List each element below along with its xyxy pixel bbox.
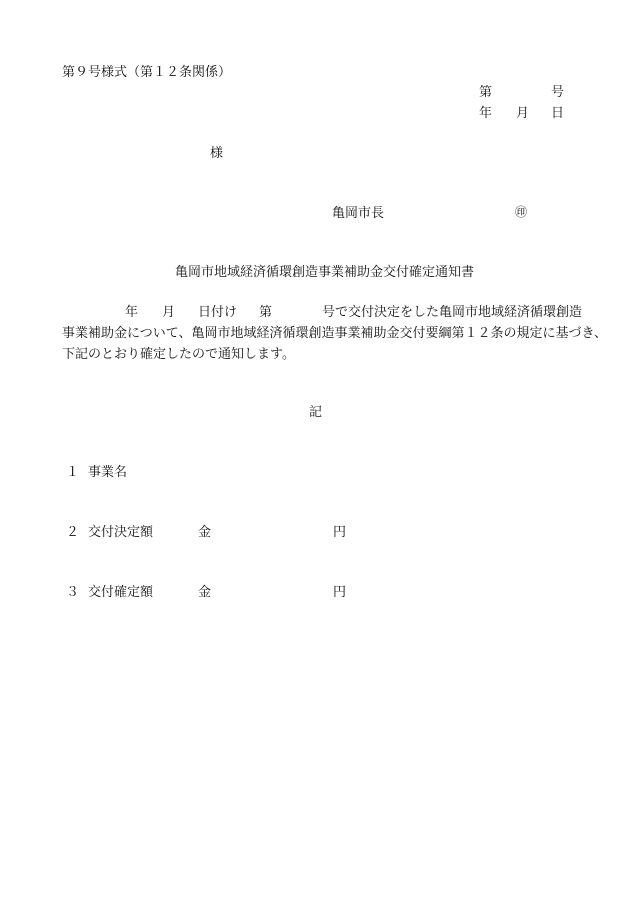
issuer-name: 亀岡市長 <box>332 206 385 221</box>
body-date-month: 月 <box>162 305 176 320</box>
document-title: 亀岡市地域経済循環創造事業補助金交付確定通知書 <box>175 265 475 280</box>
date-month-label: 月 <box>516 106 530 121</box>
body-line-3: 下記のとおり確定したので通知します。 <box>62 347 295 362</box>
item-label-decision-amount: 交付決定額 <box>88 525 154 540</box>
body-line-1-rest: 号で交付決定をした亀岡市地域経済循環創造 <box>322 305 583 320</box>
currency-suffix: 円 <box>333 525 347 540</box>
ki-heading: 記 <box>309 405 323 420</box>
item-label-confirmed-amount: 交付確定額 <box>88 585 154 600</box>
body-number-prefix: 第 <box>259 305 273 320</box>
date-year-label: 年 <box>479 106 493 121</box>
currency-prefix: 金 <box>198 585 212 600</box>
form-label: 第９号様式（第１２条関係） <box>62 65 232 80</box>
date-day-label: 日 <box>551 106 565 121</box>
seal-mark: ㊞ <box>515 205 528 219</box>
addressee-honorific: 様 <box>210 146 224 161</box>
currency-prefix: 金 <box>198 525 212 540</box>
item-number: １ <box>66 465 80 480</box>
currency-suffix: 円 <box>333 585 347 600</box>
document-number-prefix: 第 <box>479 85 493 100</box>
item-number: ２ <box>66 525 80 540</box>
item-label-project-name: 事業名 <box>88 465 128 480</box>
document-number-suffix: 号 <box>551 85 565 100</box>
body-date-day: 日付け <box>198 305 238 320</box>
item-number: ３ <box>66 585 80 600</box>
body-line-2: 事業補助金について、亀岡市地域経済循環創造事業補助金交付要綱第１２条の規定に基づき、 <box>62 326 607 341</box>
body-date-year: 年 <box>125 305 139 320</box>
